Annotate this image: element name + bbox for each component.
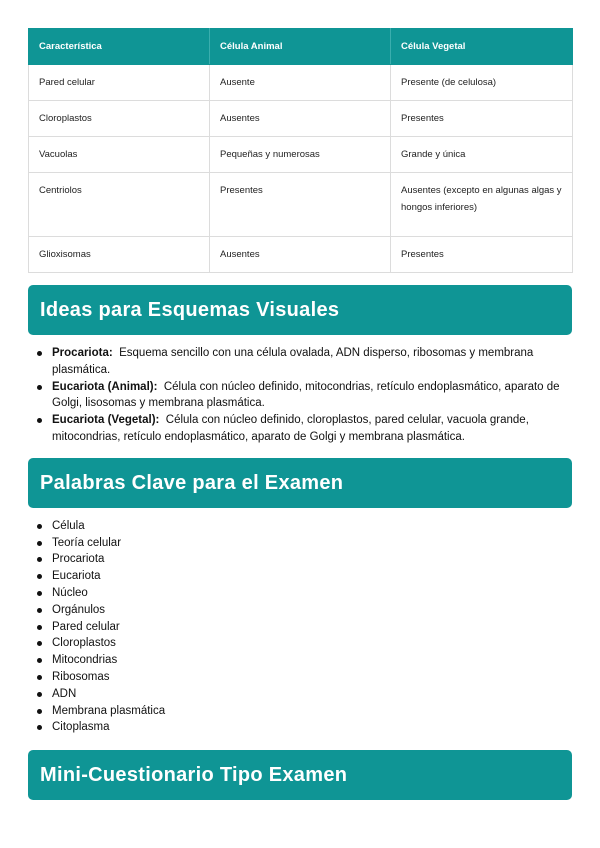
table-cell: Ausentes (excepto en algunas algas y hongos inferiores) (391, 173, 573, 237)
table-row (29, 101, 573, 137)
list-item: Mitocondrias (28, 652, 572, 669)
item-term: Eucariota (Animal): (52, 380, 158, 393)
section-banner-keywords: Palabras Clave para el Examen (28, 458, 572, 508)
list-item: Procariota (28, 551, 572, 568)
item-term: Eucariota (Vegetal): (52, 414, 160, 427)
keywords-list (28, 518, 572, 736)
table-header-cell: Célula Vegetal (391, 29, 573, 65)
list-item: ADN (28, 686, 572, 703)
table-cell: Grande y única (391, 137, 573, 173)
table-row (29, 173, 573, 237)
table-cell: Cloroplastos (29, 101, 210, 137)
item-text: Célula con núcleo definido, mitocondrias, retículo endoplasmático, aparato de Golgi, lisosomas y membrana plasmática. (52, 380, 560, 410)
table-cell: Glioxisomas (29, 237, 210, 273)
list-item: Célula (28, 518, 572, 535)
table-cell: Ausentes (210, 101, 391, 137)
table-header-cell: Característica (29, 29, 210, 65)
table-cell: Presentes (391, 237, 573, 273)
list-item: Pared celular (28, 619, 572, 636)
list-item: Ribosomas (28, 669, 572, 686)
document-page (28, 28, 572, 800)
table-cell: Pequeñas y numerosas (210, 137, 391, 173)
table-cell: Vacuolas (29, 137, 210, 173)
table-cell: Centriolos (29, 173, 210, 237)
list-item: Núcleo (28, 585, 572, 602)
list-item (28, 345, 572, 379)
list-item: Teoría celular (28, 535, 572, 552)
item-term: Procariota: (52, 347, 113, 359)
list-item: Cloroplastos (28, 635, 572, 652)
table-cell: Pared celular (29, 65, 210, 101)
table-cell: Ausente (210, 65, 391, 101)
list-item: Orgánulos (28, 602, 572, 619)
list-item: Citoplasma (28, 719, 572, 736)
list-item: Membrana plasmática (28, 703, 572, 720)
table-cell: Presente (de celulosa) (391, 65, 573, 101)
ideas-list (28, 345, 572, 446)
section-banner-ideas: Ideas para Esquemas Visuales (28, 285, 572, 335)
item-text: Esquema sencillo con una célula ovalada, ADN disperso, ribosomas y membrana plasmática. (52, 347, 534, 376)
comparison-table (28, 28, 573, 273)
table-row (29, 137, 573, 173)
table-row (29, 237, 573, 273)
list-item (28, 379, 572, 413)
table-cell: Presentes (391, 101, 573, 137)
table-header-cell: Célula Animal (210, 29, 391, 65)
list-item: Eucariota (28, 568, 572, 585)
table-cell: Presentes (210, 173, 391, 237)
section-banner-quiz: Mini-Cuestionario Tipo Examen (28, 750, 572, 800)
table-cell: Ausentes (210, 237, 391, 273)
table-header-row (29, 29, 573, 65)
table-row (29, 65, 573, 101)
list-item (28, 412, 572, 446)
item-text: Célula con núcleo definido, cloroplastos, pared celular, vacuola grande, mitocondrias, retículo endoplasmático, aparato de Golgi y membrana plasmática. (52, 414, 529, 443)
